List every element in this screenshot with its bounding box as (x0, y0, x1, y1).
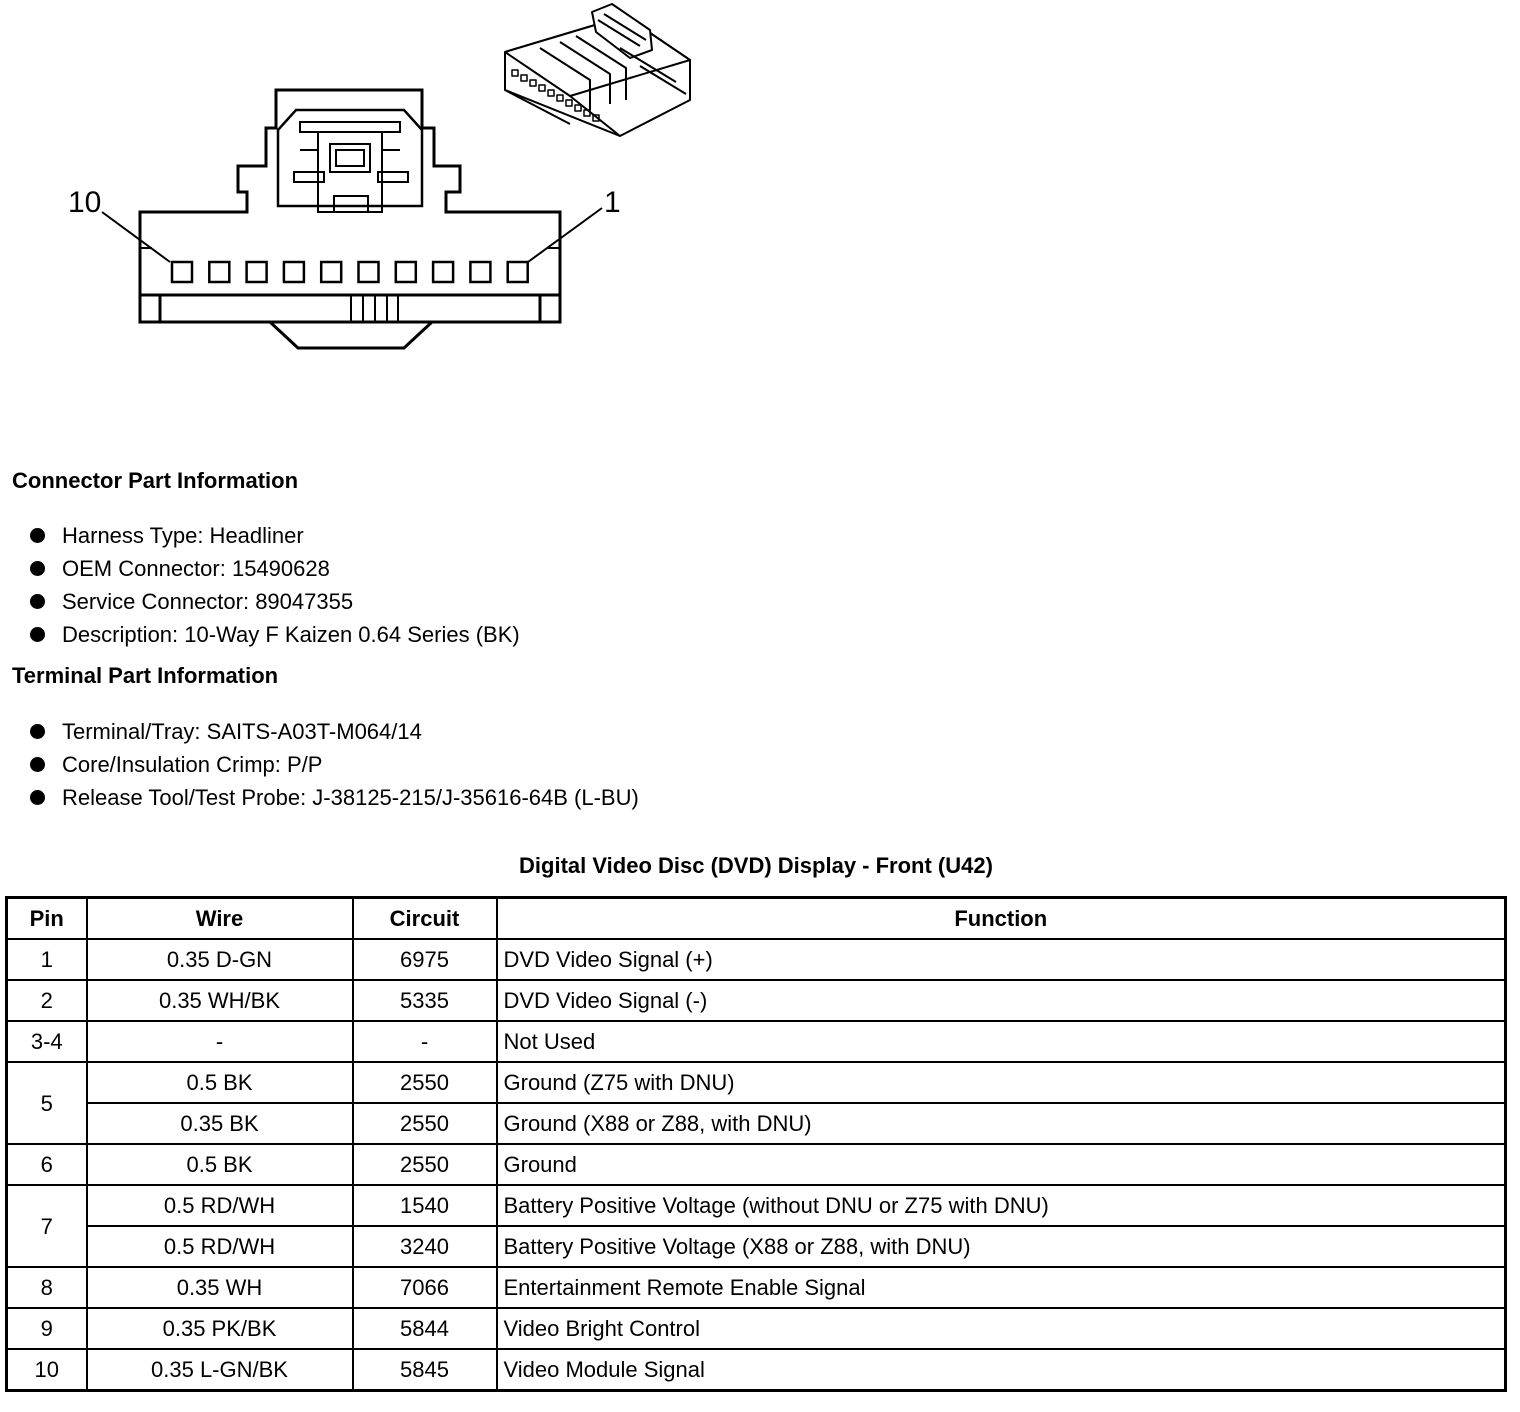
terminal-cavity (433, 262, 453, 282)
pin-cell: 1 (7, 939, 87, 980)
header-pin: Pin (7, 898, 87, 940)
function-cell: Ground (X88 or Z88, with DNU) (497, 1103, 1506, 1144)
bullet-icon (30, 757, 45, 772)
terminal-info-heading: Terminal Part Information (12, 663, 279, 688)
header-wire: Wire (87, 898, 353, 940)
header-circuit: Circuit (353, 898, 497, 940)
circuit-cell: 2550 (353, 1103, 497, 1144)
wire-cell: 0.5 BK (87, 1144, 353, 1185)
pin-cell: 5 (7, 1062, 87, 1144)
pin-cell: 6 (7, 1144, 87, 1185)
list-item: Terminal/Tray: SAITS-A03T-M064/14 (28, 715, 639, 748)
wire-cell: 0.35 BK (87, 1103, 353, 1144)
pin-cell: 7 (7, 1185, 87, 1267)
connector-isometric-illustration (505, 4, 690, 136)
bullet-icon (30, 561, 45, 576)
terminal-cavity (247, 262, 267, 282)
wire-cell: 0.35 L-GN/BK (87, 1349, 353, 1391)
table-row (7, 1021, 1506, 1062)
function-cell: Video Module Signal (497, 1349, 1506, 1391)
bullet-icon (30, 594, 45, 609)
wire-cell: 0.35 PK/BK (87, 1308, 353, 1349)
table-row (7, 1349, 1506, 1391)
table-row (7, 980, 1506, 1021)
circuit-cell: 3240 (353, 1226, 497, 1267)
wire-cell: 0.5 RD/WH (87, 1185, 353, 1226)
terminal-cavity (359, 262, 379, 282)
connector-info-list (28, 519, 520, 651)
list-item: Service Connector: 89047355 (28, 585, 520, 618)
bullet-icon (30, 790, 45, 805)
table-row (7, 1185, 1506, 1226)
table-row (7, 1308, 1506, 1349)
terminal-cavity (209, 262, 229, 282)
circuit-cell: 5845 (353, 1349, 497, 1391)
circuit-cell: 2550 (353, 1144, 497, 1185)
wire-cell: 0.35 D-GN (87, 939, 353, 980)
connector-front-view (140, 90, 560, 348)
terminal-cavity (470, 262, 490, 282)
terminal-cavity (284, 262, 304, 282)
connector-info-heading: Connector Part Information (12, 468, 299, 493)
pin-10-label: 10 (68, 186, 102, 219)
function-cell: Entertainment Remote Enable Signal (497, 1267, 1506, 1308)
function-cell: Video Bright Control (497, 1308, 1506, 1349)
function-cell: Not Used (497, 1021, 1506, 1062)
table-row (7, 1144, 1506, 1185)
table-row (7, 939, 1506, 980)
terminal-cavity (321, 262, 341, 282)
pin-cell: 8 (7, 1267, 87, 1308)
list-item: Description: 10-Way F Kaizen 0.64 Series (BK) (28, 618, 520, 651)
connector-diagram (0, 0, 760, 420)
list-item: Harness Type: Headliner (28, 519, 520, 552)
wire-cell: 0.5 RD/WH (87, 1226, 353, 1267)
wire-cell: 0.5 BK (87, 1062, 353, 1103)
pinout-table (5, 896, 1507, 1392)
circuit-cell: 7066 (353, 1267, 497, 1308)
function-cell: Ground (497, 1144, 1506, 1185)
pin-callouts (102, 208, 602, 262)
pin-cell: 3-4 (7, 1021, 87, 1062)
terminal-cavity (508, 262, 528, 282)
circuit-cell: 5335 (353, 980, 497, 1021)
terminal-cavity (172, 262, 192, 282)
circuit-cell: 1540 (353, 1185, 497, 1226)
wire-cell: - (87, 1021, 353, 1062)
pin-cell: 10 (7, 1349, 87, 1391)
list-item: Release Tool/Test Probe: J-38125-215/J-35616-64B (L-BU) (28, 781, 639, 814)
function-cell: Battery Positive Voltage (without DNU or Z75 with DNU) (497, 1185, 1506, 1226)
pin-1-callout-line (528, 208, 602, 262)
pin-10-callout-line (102, 212, 170, 262)
terminal-cavities (172, 262, 528, 282)
table-title: Digital Video Disc (DVD) Display - Front (U42) (519, 853, 993, 878)
list-item: OEM Connector: 15490628 (28, 552, 520, 585)
pin-cell: 9 (7, 1308, 87, 1349)
circuit-cell: 6975 (353, 939, 497, 980)
wire-cell: 0.35 WH (87, 1267, 353, 1308)
function-cell: Ground (Z75 with DNU) (497, 1062, 1506, 1103)
table-header-row (7, 898, 1506, 940)
bullet-icon (30, 528, 45, 543)
table-row (7, 1062, 1506, 1103)
table-row (7, 1103, 1506, 1144)
pin-1-label: 1 (604, 186, 621, 219)
header-function: Function (497, 898, 1506, 940)
pin-cell: 2 (7, 980, 87, 1021)
list-item: Core/Insulation Crimp: P/P (28, 748, 639, 781)
circuit-cell: 2550 (353, 1062, 497, 1103)
circuit-cell: 5844 (353, 1308, 497, 1349)
terminal-cavity (396, 262, 416, 282)
terminal-info-list (28, 715, 639, 814)
table-row (7, 1226, 1506, 1267)
function-cell: DVD Video Signal (+) (497, 939, 1506, 980)
circuit-cell: - (353, 1021, 497, 1062)
function-cell: Battery Positive Voltage (X88 or Z88, with DNU) (497, 1226, 1506, 1267)
bullet-icon (30, 627, 45, 642)
table-row (7, 1267, 1506, 1308)
function-cell: DVD Video Signal (-) (497, 980, 1506, 1021)
bullet-icon (30, 724, 45, 739)
wire-cell: 0.35 WH/BK (87, 980, 353, 1021)
